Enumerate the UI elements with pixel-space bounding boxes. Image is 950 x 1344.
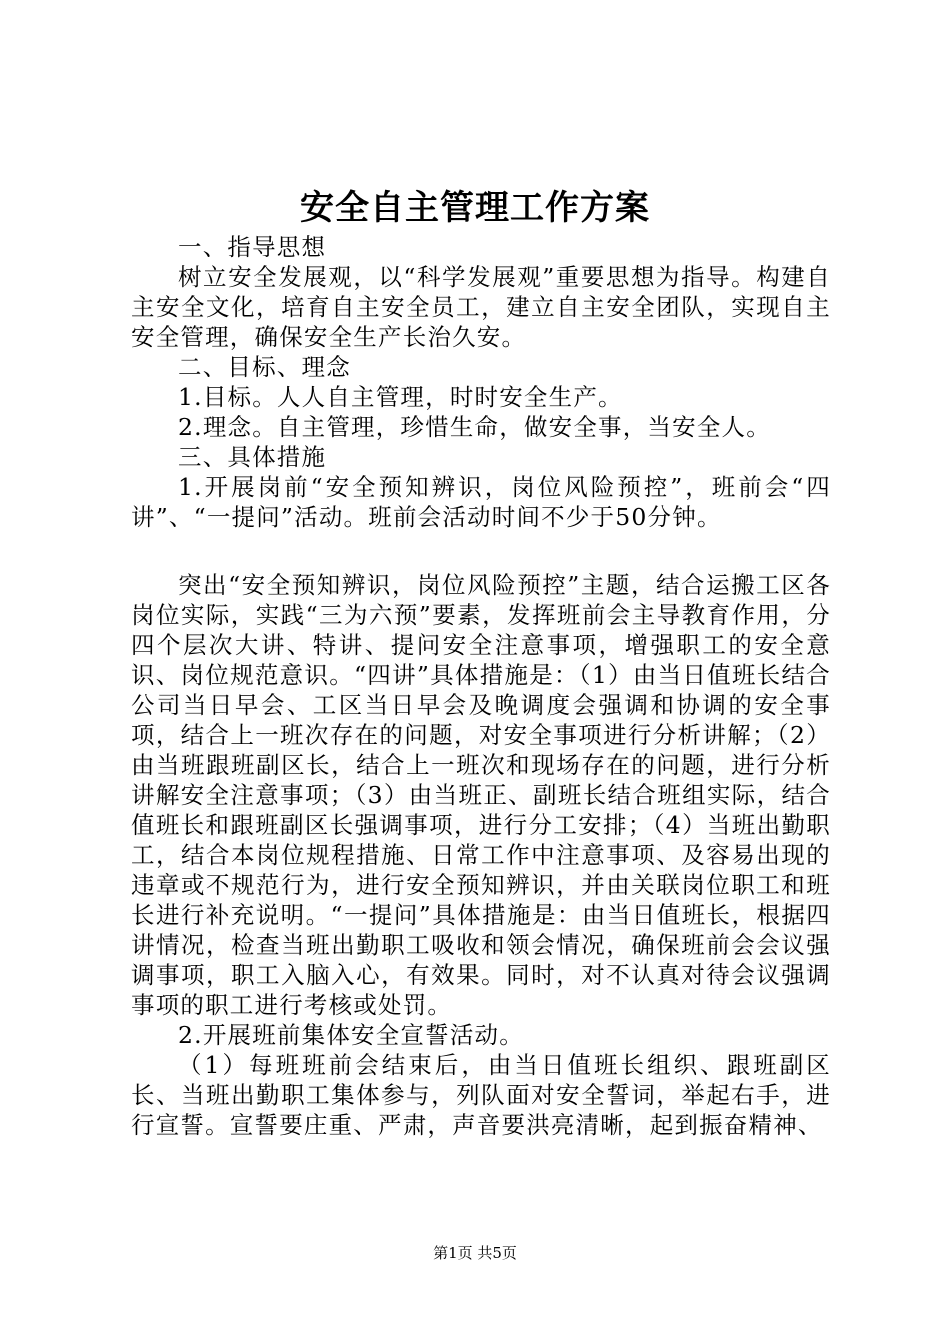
section-heading-goals-concepts: 二、目标、理念 (178, 353, 351, 381)
paragraph-measure-1: 1.开展岗前“安全预知辨识，岗位风险预控”，班前会“四讲”、“一提问”活动。班前会活动时间不少于50分钟。 (131, 473, 831, 531)
page-footer: 第1页 共5页 (433, 1244, 517, 1262)
paragraph-goal: 1.目标。人人自主管理，时时安全生产。 (178, 383, 623, 411)
paragraph-concept: 2.理念。自主管理，珍惜生命，做安全事，当安全人。 (178, 413, 771, 441)
paragraph-measure-2-detail: （1）每班班前会结束后，由当日值班长组织、跟班副区长、当班出勤职工集体参与，列队面对安全誓词，举起右手，进行宣誓。宣誓要庄重、严肃，声音要洪亮清晰，起到振奋精神、 (131, 1051, 831, 1139)
document-body (131, 232, 831, 1140)
document-title: 安全自主管理工作方案 (300, 188, 650, 228)
section-heading-measures: 三、具体措施 (178, 443, 327, 471)
paragraph-guiding-ideology: 树立安全发展观，以“科学发展观”重要思想为指导。构建自主安全文化，培育自主安全员工，建立自主安全团队，实现自主安全管理，确保安全生产长治久安。 (131, 263, 831, 351)
section-heading-guiding-ideology: 一、指导思想 (178, 233, 327, 261)
paragraph-measure-1-detail: 突出“安全预知辨识，岗位风险预控”主题，结合运搬工区各岗位实际，实践“三为六预”要素，发挥班前会主导教育作用，分四个层次大讲、特讲、提问安全注意事项，增强职工的安全意识、岗位规范意识。“四讲”具体措施是：（1）由当日值班长结合公司当日早会、工区当日早会及晚调度会强调和协调的安全事项，结合上一班次存在的问题，对安全事项进行分析讲解；（2）由当班跟班副区长，结合上一班次和现场存在的问题，进行分析讲解安全注意事项；（3）由当班正、副班长结合班组实际，结合值班长和跟班副区长强调事项，进行分工安排；（4）当班出勤职工，结合本岗位规程措施、日常工作中注意事项、及容易出现的违章或不规范行为，进行安全预知辨识，并由关联岗位职工和班长进行补充说明。“一提问”具体措施是：由当日值班长，根据四讲情况，检查当班出勤职工吸收和领会情况，确保班前会会议强调事项，职工入脑入心，有效果。同时，对不认真对待会议强调事项的职工进行考核或处罚。 (131, 571, 831, 1019)
paragraph-measure-2: 2.开展班前集体安全宣誓活动。 (178, 1021, 524, 1049)
